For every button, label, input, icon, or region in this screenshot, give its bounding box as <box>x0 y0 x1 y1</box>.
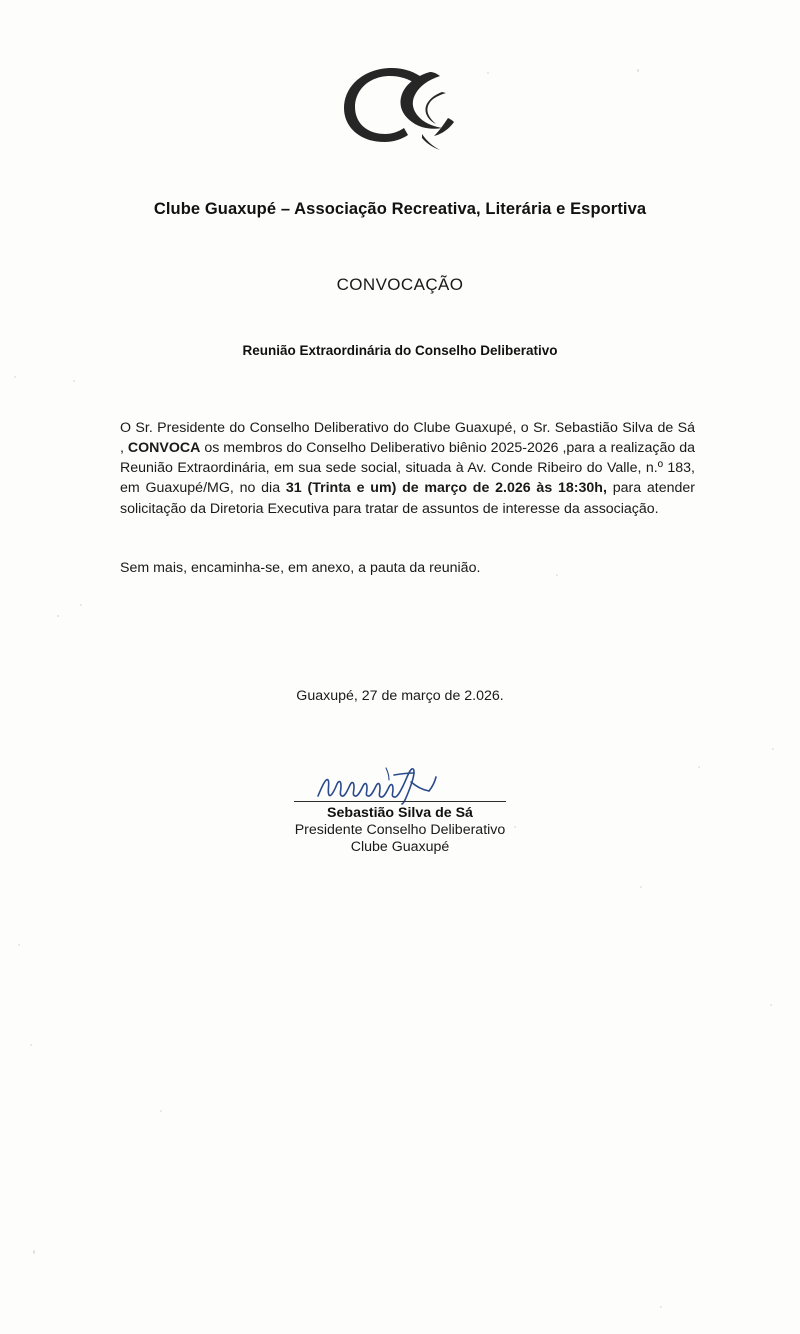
scan-speck <box>772 748 774 750</box>
signature-block <box>0 762 800 860</box>
place-and-date: Guaxupé, 27 de março de 2.026. <box>296 688 504 704</box>
body-emphasis-convoca: CONVOCA <box>127 440 201 457</box>
signer-organization: Clube Guaxupé <box>350 839 450 855</box>
body-text-part-3: para atender solicitação da Diretoria Executiva para tratar de assuntos de interesse da associação. <box>120 480 695 517</box>
scan-speck <box>80 604 82 606</box>
signer-role: Presidente Conselho Deliberativo <box>294 822 506 838</box>
scan-speck <box>14 376 16 378</box>
scan-speck <box>160 1110 162 1112</box>
scan-speck <box>640 886 642 888</box>
body-text-part-1: O Sr. Presidente do Conselho Deliberativo do Clube Guaxupé, o Sr. Sebastião Silva de Sá , <box>120 420 695 457</box>
signature-line-icon <box>294 801 506 802</box>
signature-mark <box>0 762 800 810</box>
scan-speck <box>57 615 59 617</box>
body-emphasis-date: 31 (Trinta e um) de março de 2.026 às 18:30h, <box>285 480 607 497</box>
document-type-heading: CONVOCAÇÃO <box>336 275 464 294</box>
scan-speck <box>73 380 75 382</box>
scan-speck <box>770 1004 772 1006</box>
page-title: Clube Guaxupé – Associação Recreativa, Literária e Esportiva <box>153 200 647 218</box>
club-guaxupe-logo-icon <box>330 62 470 162</box>
closing-paragraph: Sem mais, encaminha-se, em anexo, a pauta da reunião. <box>120 560 481 576</box>
scan-speck <box>18 944 20 946</box>
signer-name: Sebastião Silva de Sá <box>327 805 473 821</box>
club-logo <box>0 62 800 162</box>
scan-speck <box>33 1250 35 1254</box>
meeting-subtitle: Reunião Extraordinária do Conselho Deliberativo <box>242 343 558 358</box>
body-text-part-2: os membros do Conselho Deliberativo biênio 2025-2026 ,para a realização da Reunião Extraordinária, em sua sede social, situada à Av. Conde Ribeiro do Valle, n.º 183, em Guaxupé/MG, no dia <box>120 440 695 497</box>
scan-speck <box>30 1044 32 1046</box>
scan-speck <box>660 1306 662 1308</box>
body-paragraph <box>120 418 695 519</box>
